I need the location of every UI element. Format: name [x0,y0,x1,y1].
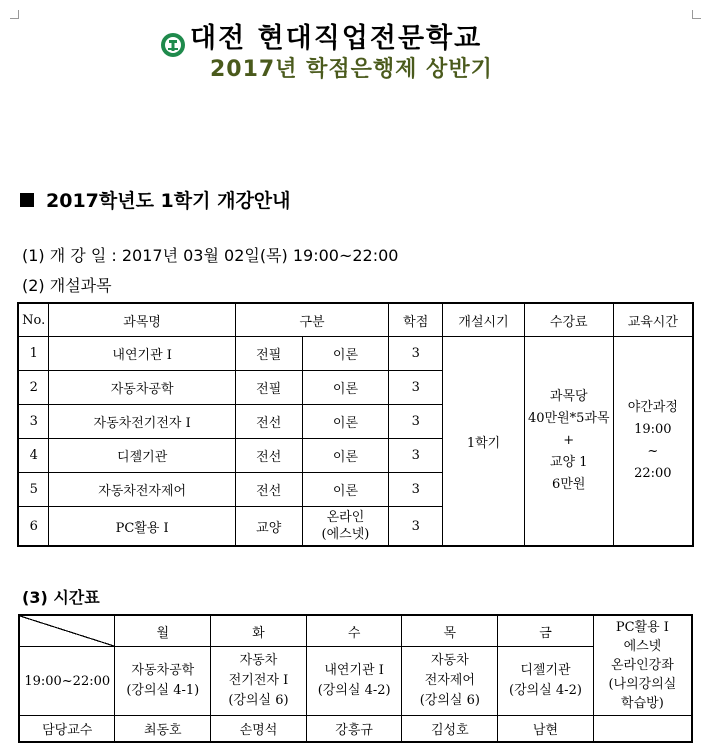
square-bullet-icon [20,193,34,207]
open-date: (1) 개 강 일 : 2017년 03월 02일(목) 19:00~22:00 [22,246,399,265]
instructor-name: 강흥규 [306,716,402,742]
mode-line: 온라인 [326,510,365,525]
courses-title: (2) 개설과목 [22,276,112,295]
online-course-cell [593,615,692,716]
row-credit: 3 [389,439,443,473]
timetable-table [18,614,693,743]
instructor-name: 남현 [498,716,594,742]
timetable-header-row [19,615,692,647]
program-subtitle: 2017년 학점은행제 상반기 [210,57,493,82]
row-course-name: 자동차공학 [49,371,235,405]
class-room: (강의실 4-1) [126,683,200,699]
instructor-name: 손명석 [211,716,307,742]
class-name: 내연기관 I [324,663,384,679]
row-course-name: 내연기관 I [49,337,235,371]
table-row [18,337,693,371]
section-title: 2017학년도 1학기 개강안내 [46,190,291,212]
mode-line: (에스넷) [321,527,370,542]
table-header-row [18,303,693,337]
header-credit: 학점 [389,303,443,337]
row-type: 전선 [235,439,302,473]
online-line: 학습방) [621,696,664,711]
time-line: ~ [647,444,659,459]
row-mode: 이론 [302,371,389,405]
header-fee: 수강료 [524,303,613,337]
class-room: (강의실 6) [228,693,289,709]
header-period: 개설시기 [443,303,525,337]
school-logo-icon [160,32,186,58]
row-type: 전필 [235,371,302,405]
class-name: 전자제어 [424,673,475,689]
fee-line: 40만원*5과목 [527,411,610,426]
instructor-row [19,716,692,742]
class-name: 자동차 [239,653,278,669]
tuition-fee [524,337,613,547]
row-type: 전필 [235,337,302,371]
fee-line: 6만원 [552,477,586,492]
instructor-name: 최동호 [115,716,211,742]
day-header: 월 [115,615,211,647]
row-course-name: 자동차전자제어 [49,473,235,507]
class-name: 자동차공학 [131,663,195,679]
row-type: 전선 [235,405,302,439]
day-header: 목 [402,615,498,647]
section-heading [20,186,291,213]
row-mode: 이론 [302,473,389,507]
row-type: 교양 [235,507,302,547]
instructor-name: 김성호 [402,716,498,742]
header-no: No. [18,303,49,337]
row-credit: 3 [389,405,443,439]
class-room: (강의실 4-2) [509,683,582,699]
row-no: 5 [18,473,49,507]
header-category: 구분 [235,303,389,337]
class-name: 디젤기관 [520,663,571,679]
row-credit: 3 [389,337,443,371]
row-no: 2 [18,371,49,405]
day-header: 수 [306,615,402,647]
row-no: 6 [18,507,49,547]
online-line: 온라인강좌 [611,658,674,673]
page-corner-mark [10,10,19,19]
row-mode [302,507,389,547]
time-line: 19:00 [634,422,672,437]
diagonal-corner-cell [19,615,115,647]
row-no: 1 [18,337,49,371]
class-room: (강의실 6) [419,693,480,709]
row-course-name: 디젤기관 [49,439,235,473]
row-mode: 이론 [302,439,389,473]
fee-line: 교양 1 [549,455,588,470]
page-corner-mark [692,10,701,19]
time-line: 야간과정 [627,400,678,415]
day-header: 화 [211,615,307,647]
class-cell [211,647,307,716]
header-time: 교육시간 [613,303,693,337]
class-cell [498,647,594,716]
class-cell [402,647,498,716]
row-credit: 3 [389,371,443,405]
row-mode: 이론 [302,337,389,371]
class-name: 자동차 [430,653,469,669]
online-line: (나의강의실 [608,677,677,692]
row-course-name: 자동차전기전자 I [49,405,235,439]
row-course-name: PC활용 I [49,507,235,547]
day-header: 금 [498,615,594,647]
time-slot-label: 19:00~22:00 [19,647,115,716]
time-line: 22:00 [634,466,672,481]
class-cell [306,647,402,716]
row-no: 4 [18,439,49,473]
class-time [613,337,693,547]
row-mode: 이론 [302,405,389,439]
timetable-title: (3) 시간표 [22,588,100,607]
school-name: 대전 현대직업전문학교 [190,23,483,54]
row-credit: 3 [389,507,443,547]
fee-line: 과목당 [549,389,588,404]
class-cell [115,647,211,716]
row-no: 3 [18,405,49,439]
instructor-label: 담당교수 [19,716,115,742]
class-name: 전기전자 I [228,673,289,689]
row-credit: 3 [389,473,443,507]
header-name: 과목명 [49,303,235,337]
timetable-row [19,647,692,716]
fee-line: + [563,433,575,448]
open-period: 1학기 [443,337,525,547]
row-type: 전선 [235,473,302,507]
online-line: 에스넷 [623,639,662,654]
online-line: PC활용 I [615,620,669,635]
courses-table [17,302,694,547]
class-room: (강의실 4-2) [317,683,391,699]
